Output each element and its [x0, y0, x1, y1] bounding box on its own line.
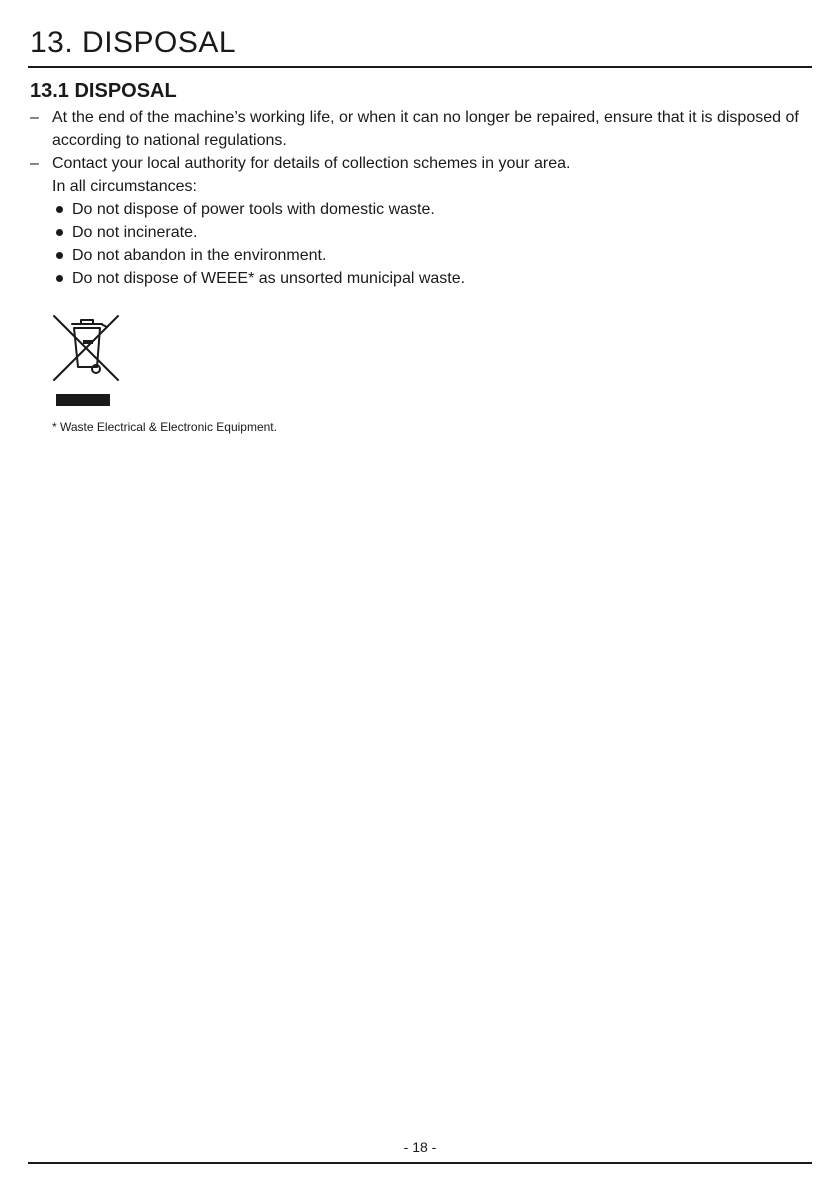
bullet-list — [30, 198, 810, 290]
list-item-text: Contact your local authority for details of collection schemes in your area. — [52, 155, 571, 172]
bullet-icon — [56, 206, 63, 213]
dash-marker: – — [30, 155, 39, 172]
bullet-icon — [56, 275, 63, 282]
bullet-icon — [56, 229, 63, 236]
bullet-icon — [56, 252, 63, 259]
bullet-item — [54, 267, 810, 290]
bullet-item — [54, 198, 810, 221]
bullet-item — [54, 221, 810, 244]
bullet-text: Do not dispose of WEEE* as unsorted municipal waste. — [72, 270, 466, 287]
section-body — [30, 106, 810, 290]
title-divider — [28, 66, 812, 68]
bullet-text: Do not abandon in the environment. — [72, 247, 327, 264]
bullet-text: Do not dispose of power tools with domestic waste. — [72, 201, 435, 218]
footer-divider — [28, 1162, 812, 1164]
list-item — [30, 106, 810, 152]
crossed-out-wheelie-bin-icon — [52, 312, 122, 408]
section-heading: 13.1 DISPOSAL — [30, 80, 177, 102]
footnote: * Waste Electrical & Electronic Equipment. — [52, 420, 277, 434]
dash-marker: – — [30, 109, 39, 126]
bullet-text: Do not incinerate. — [72, 224, 198, 241]
list-item — [30, 152, 810, 175]
page-title: 13. DISPOSAL — [30, 26, 237, 59]
page-number: - 18 - — [403, 1139, 437, 1155]
intro-text: In all circumstances: — [52, 178, 197, 195]
bullet-item — [54, 244, 810, 267]
list-item-text: At the end of the machine’s working life, or when it can no longer be repaired, ensure that it is disposed of according to national regulations. — [52, 109, 799, 149]
